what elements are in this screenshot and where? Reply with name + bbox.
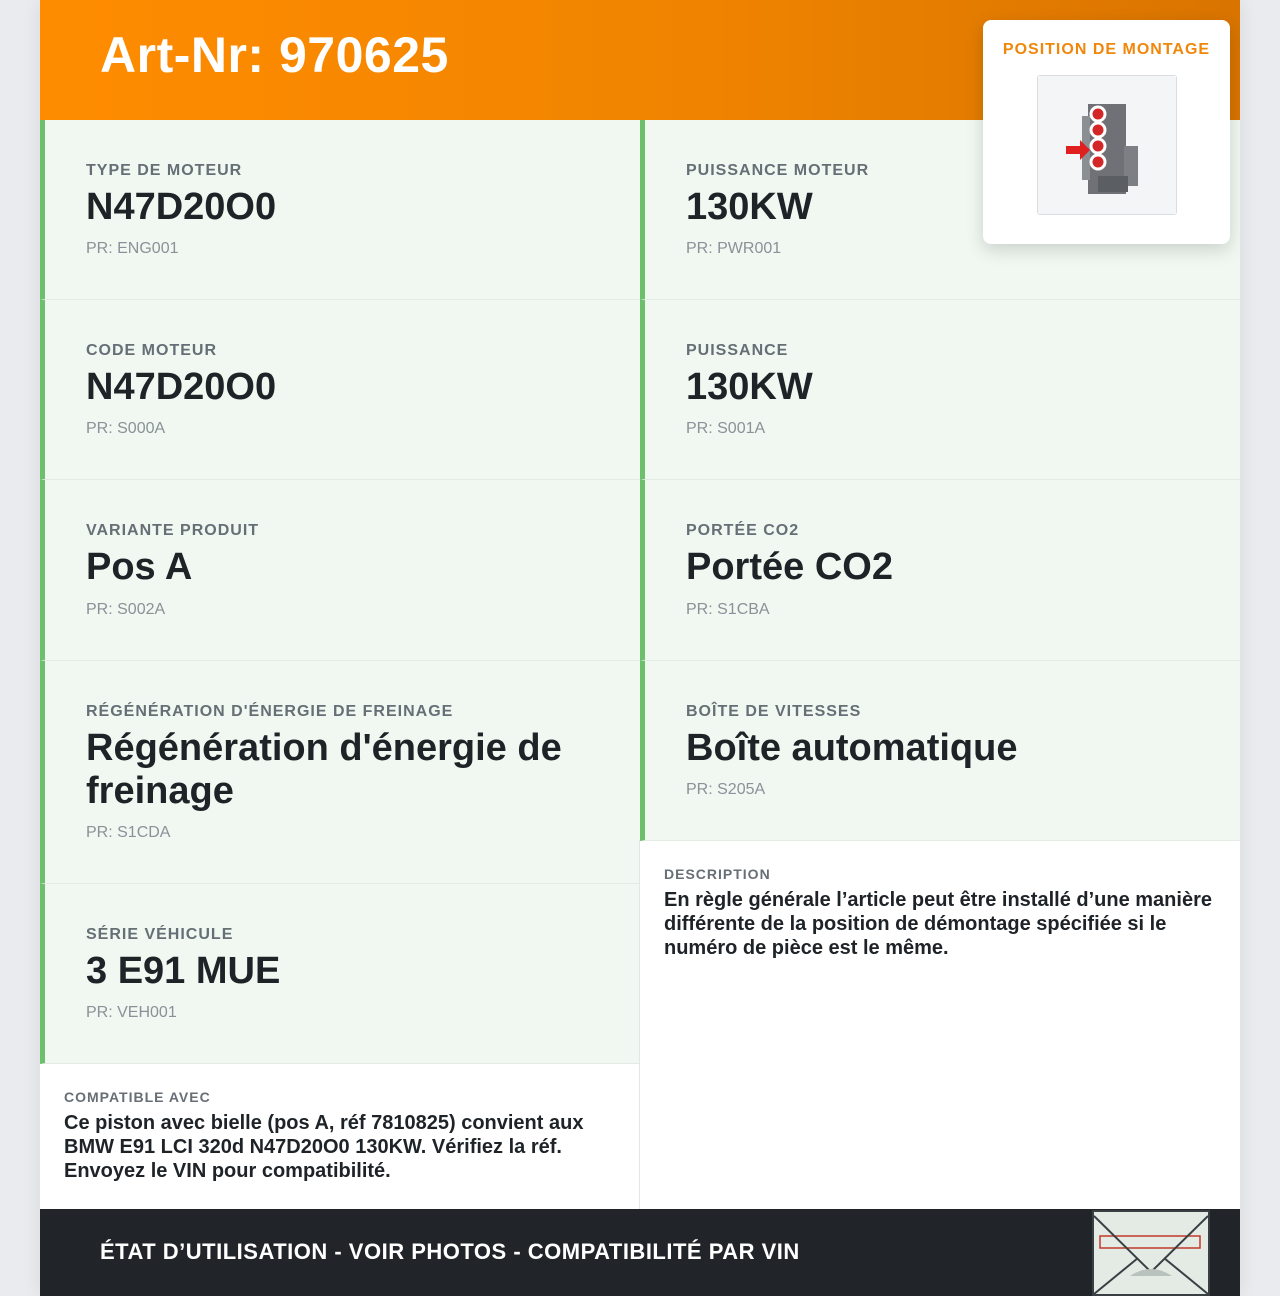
spec-label: RÉGÉNÉRATION D'ÉNERGIE DE FREINAGE [86, 703, 454, 720]
spec-label: PORTÉE CO2 [686, 522, 800, 539]
spec-co2-range [640, 480, 1240, 661]
mounting-position-card [983, 20, 1230, 244]
spec-pr-code: PR: PWR001 [686, 240, 782, 257]
spec-product-variant [40, 480, 640, 661]
column-divider [639, 840, 640, 1210]
product-sheet [40, 0, 1240, 1296]
spec-label: SÉRIE VÉHICULE [86, 926, 234, 943]
engine-mounting-position-icon[interactable] [1037, 75, 1177, 215]
description-block [664, 866, 1224, 960]
spec-value: Boîte automatique [686, 727, 1018, 769]
spec-pr-code: PR: S000A [86, 420, 166, 437]
spec-value: 130KW [686, 366, 813, 408]
mounting-position-title: POSITION DE MONTAGE [1002, 41, 1211, 58]
spec-label: VARIANTE PRODUIT [86, 522, 260, 539]
page-title: Art-Nr: 970625 [100, 27, 449, 83]
spec-value: 130KW [686, 186, 813, 228]
spec-power [640, 300, 1240, 480]
spec-label: BOÎTE DE VITESSES [686, 703, 862, 720]
spec-label: PUISSANCE [686, 342, 789, 359]
spec-pr-code: PR: S205A [686, 781, 766, 798]
compatible-text: Ce piston avec bielle (pos A, réf 7810825) convient aux BMW E91 LCI 320d N47D20O0 130KW. Vérifiez la réf. Envoyez le VIN pour compatibilité. [64, 1112, 584, 1182]
spec-label: TYPE DE MOTEUR [86, 162, 243, 179]
envelope-stamp-icon [1092, 1210, 1210, 1296]
spec-pr-code: PR: ENG001 [86, 240, 179, 257]
spec-value: Régénération d'énergie de freinage [86, 727, 562, 812]
spec-engine-type [40, 120, 640, 300]
spec-pr-code: PR: S002A [86, 601, 166, 618]
spec-pr-code: PR: VEH001 [86, 1004, 177, 1021]
spec-label: PUISSANCE MOTEUR [686, 162, 870, 179]
spec-pr-code: PR: S1CDA [86, 824, 171, 841]
spec-value: Pos A [86, 546, 193, 588]
spec-pr-code: PR: S1CBA [686, 601, 770, 618]
spec-vehicle-series [40, 884, 640, 1064]
footer-bar [40, 1209, 1240, 1296]
spec-label: CODE MOTEUR [86, 342, 217, 359]
spec-value: 3 E91 MUE [86, 950, 281, 992]
description-label: DESCRIPTION [664, 866, 771, 882]
spec-brake-regeneration [40, 661, 640, 884]
spec-engine-code [40, 300, 640, 480]
spec-pr-code: PR: S001A [686, 420, 766, 437]
compatible-label: COMPATIBLE AVEC [64, 1089, 211, 1105]
compatible-block [64, 1089, 614, 1183]
description-text: En règle générale l’article peut être installé d’une manière différente de la position de démontage spécifiée si le numéro de pièce est le même. [664, 889, 1212, 959]
spec-gearbox [640, 661, 1240, 841]
spec-value: N47D20O0 [86, 366, 277, 408]
spec-value: Portée CO2 [686, 546, 893, 588]
spec-value: N47D20O0 [86, 186, 277, 228]
footer-text: ÉTAT D’UTILISATION - VOIR PHOTOS - COMPATIBILITÉ PAR VIN [100, 1239, 800, 1264]
